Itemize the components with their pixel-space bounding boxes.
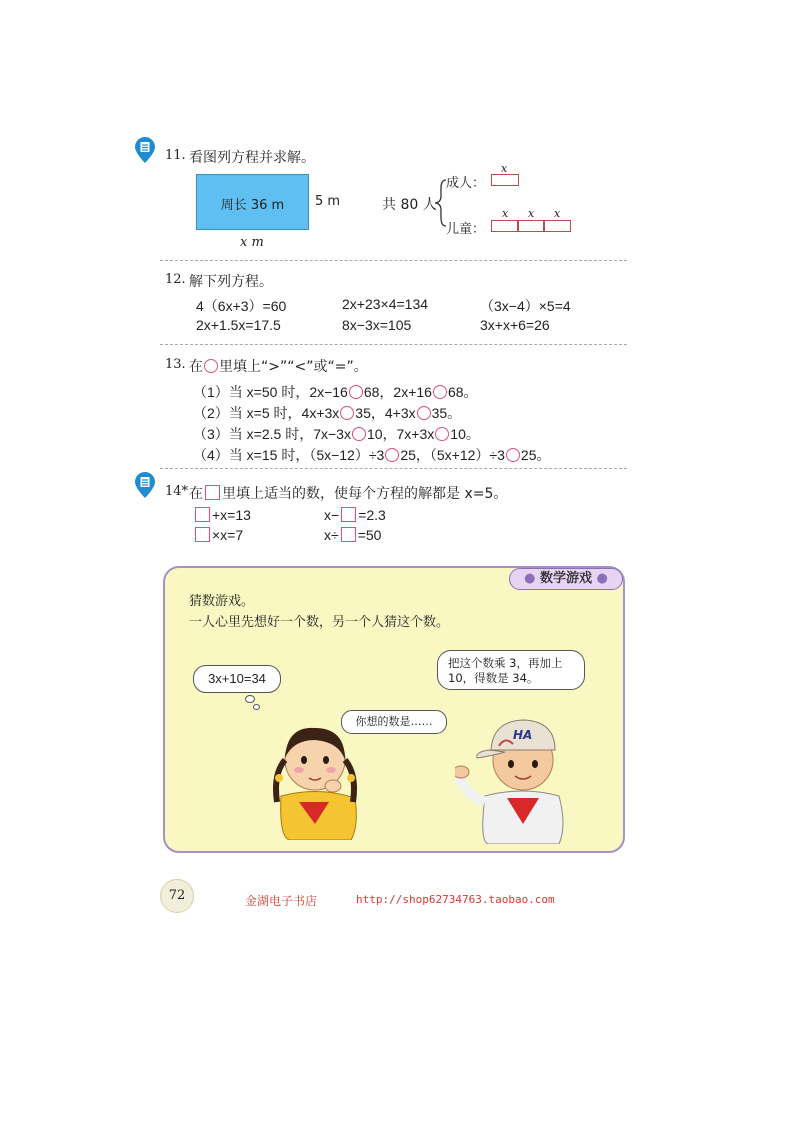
equation-text: =2.3 (358, 507, 386, 523)
row-text: 10，7x+3x (366, 426, 435, 442)
question-title: 解下列方程。 (189, 274, 273, 290)
row-text: （3）当 x=2.5 时，7x−3x (193, 426, 351, 442)
row-text: 25，（5x+12）÷3 (400, 447, 505, 463)
blank-circle[interactable] (417, 406, 431, 420)
row-text: 68。 (447, 384, 478, 400)
question-title (189, 356, 368, 376)
blank-circle[interactable] (352, 427, 366, 441)
equation (193, 527, 243, 543)
blank-circle[interactable] (385, 448, 399, 462)
boy-illustration (455, 706, 575, 844)
boy-speech-bubble (437, 650, 585, 690)
equation: （3x−4）×5=4 (480, 298, 571, 314)
equation: 4（6x+3）=60 (196, 298, 287, 314)
question-number: 14* (165, 484, 189, 499)
blank-square[interactable] (195, 507, 210, 522)
equation: 2x+1.5x=17.5 (196, 317, 281, 333)
question-title: 看图列方程并求解。 (189, 150, 315, 166)
equation: 3x+x+6=26 (480, 317, 550, 333)
equation (324, 527, 381, 543)
row-text: （1）当 x=50 时，2x−16 (193, 384, 348, 400)
comparison-row (193, 445, 550, 465)
equation-text: x− (324, 507, 340, 523)
math-game-badge: ● 数学游戏 ● (509, 568, 623, 590)
equation (193, 507, 251, 523)
title-text: 在 (189, 486, 203, 502)
exercise-marker-icon (135, 472, 155, 498)
speech-text: 你想的数是…… (355, 715, 433, 728)
adult-bar (491, 174, 519, 186)
comparison-row (193, 424, 480, 444)
blank-circle[interactable] (204, 359, 218, 373)
child-bar (517, 220, 545, 232)
child-x-label: x (502, 207, 509, 220)
total-people-label: 共 80 人 (382, 197, 437, 213)
shop-name: 金湖电子书店 (245, 894, 318, 908)
thought-text: 3x+10=34 (208, 671, 266, 686)
side-length-label: 5 m (315, 194, 341, 209)
child-bar (543, 220, 571, 232)
child-bar (491, 220, 519, 232)
equation: 8x−3x=105 (342, 317, 412, 333)
question-number: 12. (165, 272, 186, 287)
divider (160, 468, 627, 469)
blank-square[interactable] (205, 485, 220, 500)
row-text: （4）当 x=15 时，（5x−12）÷3 (193, 447, 385, 463)
speech-text: 10，得数是 34。 (448, 671, 539, 685)
adult-x-label: x (501, 162, 508, 175)
blank-circle[interactable] (506, 448, 520, 462)
rectangle-label: 周长 36 m (220, 198, 285, 213)
adult-label: 成人： (446, 176, 486, 191)
speech-text: 把这个数乘 3，再加上 (448, 656, 563, 670)
equation-text: ×x=7 (212, 527, 244, 543)
blank-circle[interactable] (340, 406, 354, 420)
equation-text: =50 (357, 527, 382, 543)
perimeter-rectangle (196, 174, 309, 230)
game-title: 猜数游戏。 (189, 594, 255, 609)
math-game-panel (163, 566, 625, 853)
question-number: 13. (165, 357, 186, 372)
equation-text: +x=13 (212, 507, 251, 523)
blank-square[interactable] (341, 507, 356, 522)
child-x-label: x (528, 207, 535, 220)
blank-square[interactable] (341, 527, 356, 542)
title-text: 里填上适当的数，使每个方程的解都是 x=5。 (222, 486, 508, 502)
game-description: 一人心里先想好一个数，另一个人猜这个数。 (189, 615, 450, 630)
equation (324, 507, 386, 523)
row-text: 35。 (431, 405, 462, 421)
shop-url[interactable]: http://shop62734763.taobao.com (356, 893, 555, 906)
row-text: 35，4+3x (355, 405, 416, 421)
page-number-badge (160, 879, 194, 913)
blank-square[interactable] (195, 527, 210, 542)
cap-logo-text: HA (513, 728, 533, 742)
row-text: （2）当 x=5 时，4x+3x (193, 405, 340, 421)
girl-illustration (259, 716, 369, 840)
blank-circle[interactable] (435, 427, 449, 441)
question-number: 11. (165, 148, 186, 163)
thought-dot (245, 695, 255, 703)
thought-dot (253, 704, 260, 710)
title-text: 里填上“>”“<”或“=”。 (219, 359, 368, 375)
equation: 2x+23×4=134 (342, 296, 429, 312)
child-x-label: x (554, 207, 561, 220)
title-text: 在 (189, 359, 203, 375)
badge-text: 数学游戏 (539, 571, 592, 586)
width-label: x m (240, 235, 264, 250)
page-number: 72 (168, 888, 186, 903)
divider (160, 260, 627, 261)
child-label: 儿童： (446, 222, 486, 237)
question-title (189, 483, 507, 503)
comparison-row (193, 403, 461, 423)
row-text: 68，2x+16 (363, 384, 432, 400)
exercise-marker-icon (135, 137, 155, 163)
thought-bubble (193, 665, 281, 693)
equation-text: x÷ (324, 527, 339, 543)
row-text: 25。 (520, 447, 551, 463)
divider (160, 344, 627, 345)
comparison-row (193, 382, 478, 402)
blank-circle[interactable] (433, 385, 447, 399)
blank-circle[interactable] (349, 385, 363, 399)
row-text: 10。 (450, 426, 480, 442)
